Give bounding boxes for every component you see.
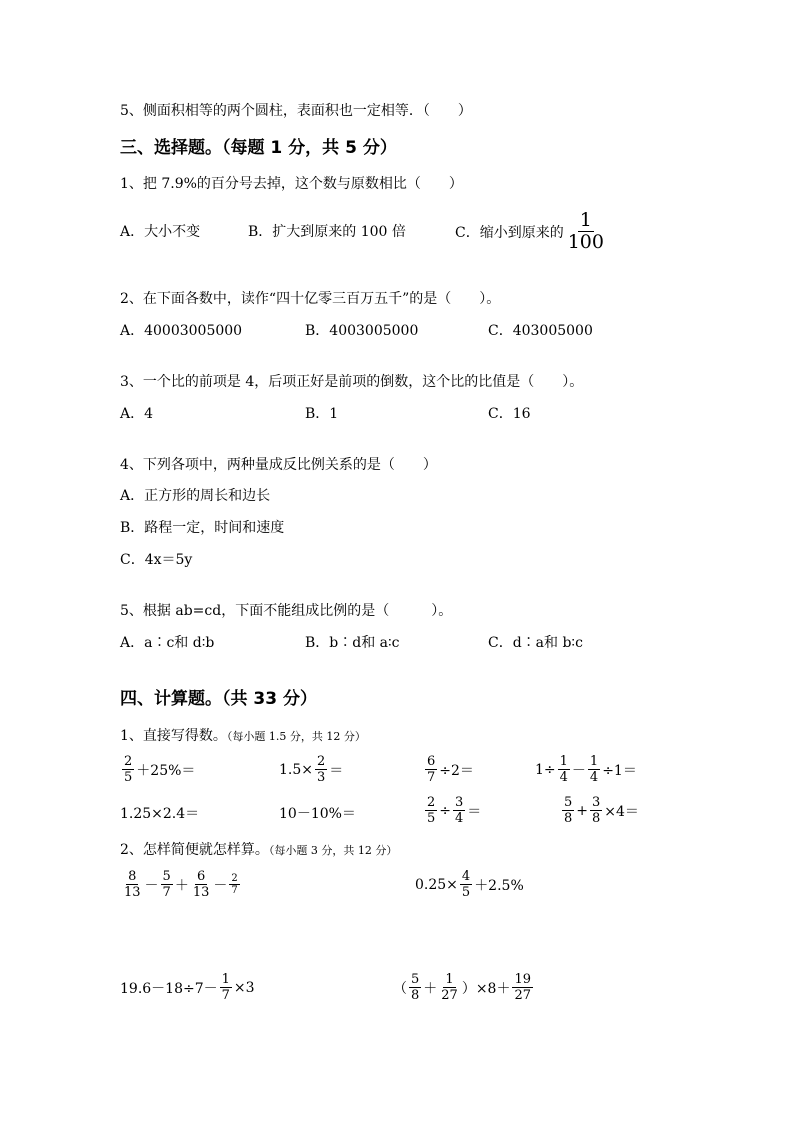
expr-text: + xyxy=(576,802,589,819)
fraction xyxy=(566,210,606,253)
calc-p1-expr-8 xyxy=(560,795,639,826)
calc-p1-expr-1 xyxy=(120,754,195,785)
fraction xyxy=(590,795,602,826)
judge-q5: 5、侧面积相等的两个圆柱，表面积也一定相等．（ ） xyxy=(120,103,472,119)
denominator: 13 xyxy=(192,885,210,900)
choice-q1-stem: 1、把 7.9%的百分号去掉，这个数与原数相比（ ） xyxy=(120,176,463,192)
denominator: 7 xyxy=(162,885,171,900)
numerator: 1 xyxy=(579,209,592,231)
numerator: 5 xyxy=(411,972,420,987)
calc-p1-title xyxy=(120,726,366,747)
fraction xyxy=(161,869,173,900)
fraction xyxy=(425,795,437,826)
choice-q4-stem: 4、下列各项中，两种量成反比例关系的是（ ） xyxy=(120,457,437,473)
choice-q3-option-b: B．1 xyxy=(305,406,339,422)
fraction xyxy=(122,869,143,900)
fraction xyxy=(220,972,232,1003)
expr-text: ＝ xyxy=(467,803,482,820)
choice-q5-option-c: C．d∶a和 b∶c xyxy=(488,635,583,651)
denominator: 7 xyxy=(427,770,436,785)
calc-p1-expr-6: 10－10%＝ xyxy=(279,806,356,822)
expr-text: ÷1＝ xyxy=(602,762,637,779)
calc-p1-expr-7 xyxy=(423,795,481,826)
numerator: 5 xyxy=(564,795,573,810)
choice-q2-option-c: C．403005000 xyxy=(488,323,593,339)
expr-text: ×3 xyxy=(233,979,255,996)
denominator: 8 xyxy=(411,988,420,1003)
expr-text: ＋ xyxy=(423,980,438,997)
fraction xyxy=(439,972,460,1003)
calc-p1-title-text: 1、直接写得数。 xyxy=(120,728,227,744)
calc-p2-note: （每小题 3 分，共 12 分） xyxy=(268,844,398,857)
choice-q3-option-c: C．16 xyxy=(488,406,531,422)
choice-q2-option-a: A．40003005000 xyxy=(120,323,243,339)
expr-text: － xyxy=(571,762,586,779)
choice-q4-option-a: A．正方形的周长和边长 xyxy=(120,488,271,504)
calc-p1-expr-5: 1.25×2.4＝ xyxy=(120,806,200,822)
denominator: 7 xyxy=(221,988,230,1003)
fraction xyxy=(425,754,437,785)
expr-text: ÷2＝ xyxy=(439,762,474,779)
fraction xyxy=(558,754,570,785)
choice-q4-option-c: C．4x＝5y xyxy=(120,552,193,568)
fraction xyxy=(588,754,600,785)
fraction xyxy=(453,795,465,826)
expr-text: － xyxy=(144,877,159,894)
choice-q1-option-a: A．大小不变 xyxy=(120,224,201,240)
denominator: 5 xyxy=(124,770,133,785)
denominator: 5 xyxy=(461,885,471,900)
numerator: 3 xyxy=(592,795,601,810)
option-c-text: C．缩小到原来的 xyxy=(455,224,564,241)
numerator: 2 xyxy=(427,795,436,810)
expr-text: 1÷ xyxy=(535,761,556,778)
expr-text: － xyxy=(213,877,228,894)
section-choice-heading: 三、选择题。（每题 1 分，共 5 分） xyxy=(120,138,397,158)
denominator: 13 xyxy=(124,885,141,900)
choice-q1-option-b: B．扩大到原来的 100 倍 xyxy=(248,224,406,240)
expr-text: ×4＝ xyxy=(604,803,639,820)
numerator: 19 xyxy=(514,972,532,987)
numerator: 6 xyxy=(196,869,206,884)
fraction xyxy=(409,972,421,1003)
fraction xyxy=(460,869,472,900)
denominator: 8 xyxy=(592,811,601,826)
section-calc-heading: 四、计算题。（共 33 分） xyxy=(120,689,317,709)
numerator: 1 xyxy=(589,754,599,769)
numerator: 4 xyxy=(461,869,471,884)
numerator: 3 xyxy=(455,795,464,810)
expr-text: 1.5× xyxy=(279,761,313,778)
expr-text: 19.6－18÷7－ xyxy=(120,980,218,997)
fraction xyxy=(315,754,327,785)
expr-text: ＝ xyxy=(329,762,344,779)
denominator: 100 xyxy=(567,231,604,253)
choice-q2-stem: 2、在下面各数中，读作“四十亿零三百万五千”的是（ ）。 xyxy=(120,291,501,307)
calc-p2-expr-2 xyxy=(415,869,524,900)
calc-p1-expr-2 xyxy=(279,754,343,785)
expr-text: ＋ xyxy=(174,877,189,894)
numerator: 1 xyxy=(445,972,454,987)
choice-q2-option-b: B．4003005000 xyxy=(305,323,419,339)
fraction xyxy=(229,873,239,896)
fraction xyxy=(512,972,533,1003)
expr-text: 0.25× xyxy=(415,876,458,893)
fraction xyxy=(191,869,212,900)
numerator: 2 xyxy=(124,754,133,769)
calc-p2-title-text: 2、怎样简便就怎样算。 xyxy=(120,842,269,858)
denominator: 8 xyxy=(564,811,573,826)
numerator: 5 xyxy=(162,869,171,884)
calc-p2-expr-3 xyxy=(120,972,255,1003)
fraction xyxy=(562,795,574,826)
numerator: 8 xyxy=(128,869,137,884)
choice-q5-stem: 5、根据 ab=cd，下面不能组成比例的是（ ）。 xyxy=(120,603,453,619)
calc-p2-expr-1 xyxy=(120,869,242,900)
denominator: 3 xyxy=(317,770,326,785)
denominator: 5 xyxy=(427,811,436,826)
expr-text: ）×8＋ xyxy=(461,980,511,997)
choice-q5-option-b: B．b∶d和 a∶c xyxy=(305,635,400,651)
choice-q3-option-a: A．4 xyxy=(120,406,154,422)
denominator: 27 xyxy=(441,988,458,1003)
choice-q5-option-a: A．a∶c和 d∶b xyxy=(120,635,215,651)
choice-q3-stem: 3、一个比的前项是 4，后项正好是前项的倒数，这个比的比值是（ ）。 xyxy=(120,374,584,390)
choice-q4-option-b: B．路程一定，时间和速度 xyxy=(120,520,285,536)
expr-text: （ xyxy=(393,980,407,997)
calc-p1-expr-4 xyxy=(535,754,637,785)
calc-p2-title xyxy=(120,840,397,861)
calc-p1-expr-3 xyxy=(423,754,474,785)
denominator: 4 xyxy=(559,770,568,785)
calc-p1-note: （每小题 1.5 分，共 12 分） xyxy=(226,730,366,743)
expr-text: ÷ xyxy=(439,802,452,819)
denominator: 27 xyxy=(514,988,532,1003)
numerator: 1 xyxy=(559,754,568,769)
numerator: 6 xyxy=(427,754,436,769)
numerator: 2 xyxy=(231,873,238,884)
denominator: 7 xyxy=(231,885,238,896)
expr-text: ＋2.5% xyxy=(474,877,524,894)
expr-text: ＋25%＝ xyxy=(136,762,196,779)
choice-q1-option-c xyxy=(455,210,608,253)
calc-p2-expr-4 xyxy=(393,972,535,1003)
numerator: 1 xyxy=(221,972,230,987)
fraction xyxy=(122,754,134,785)
numerator: 2 xyxy=(317,754,326,769)
denominator: 4 xyxy=(589,770,599,785)
denominator: 4 xyxy=(455,811,464,826)
